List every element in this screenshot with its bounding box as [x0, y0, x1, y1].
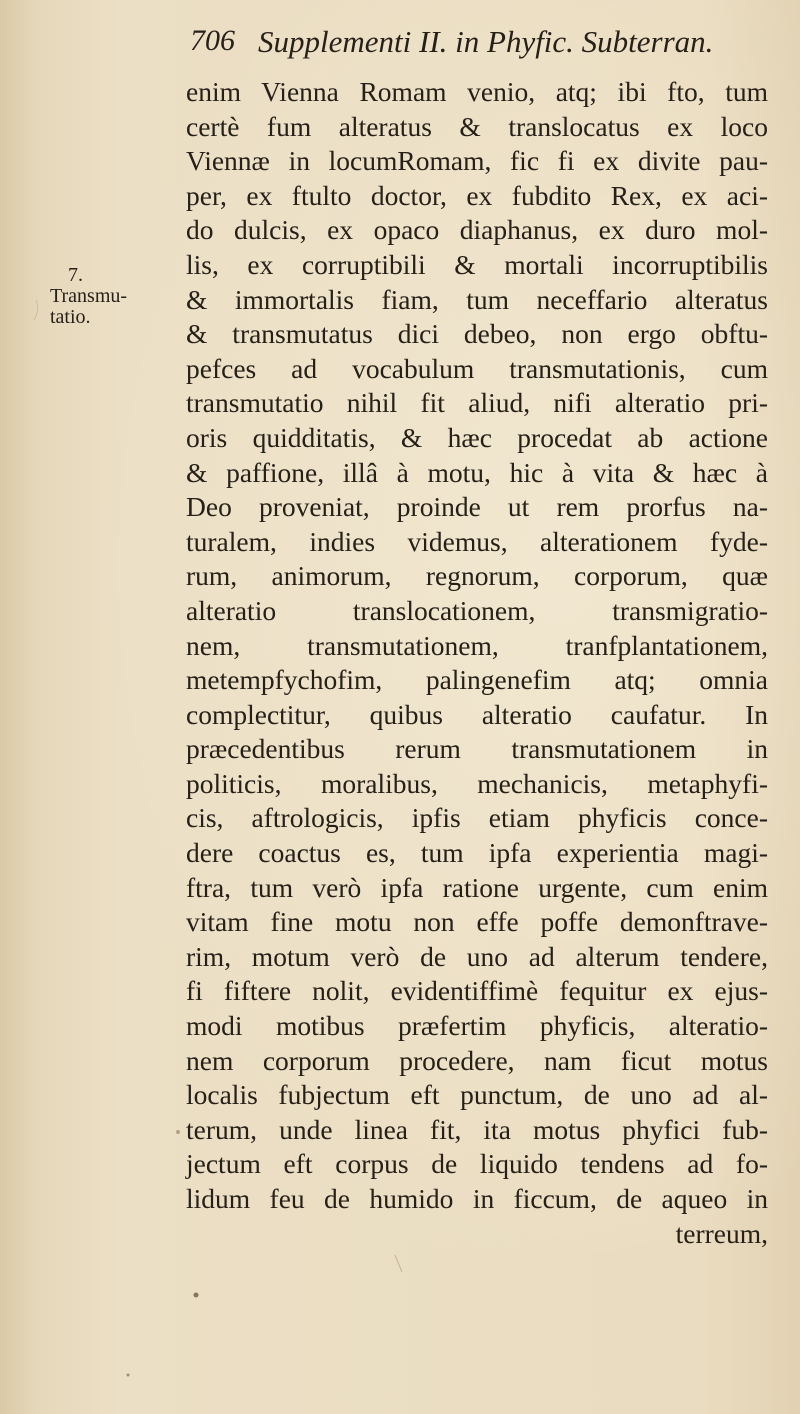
text-line: ftra, tum verò ipfa ratione urgente, cum enim [186, 871, 768, 903]
text-line: nem corporum procedere, nam ficut motus [186, 1044, 768, 1076]
text-line: terum, unde linea fit, ita motus phyfici fub- [186, 1113, 768, 1145]
text-line: lis, ex corruptibili & mortali incorruptibilis [186, 248, 768, 280]
text-line: & paffione, illâ à motu, hic à vita & hæc à [186, 456, 768, 488]
text-line: metempfychofim, palingenefim atq; omnia [186, 664, 768, 696]
text-line: Deo proveniat, proinde ut rem prorfus na- [186, 491, 768, 523]
text-line: cis, aftrologicis, ipfis etiam phyficis conce- [186, 802, 768, 834]
text-line: fi fiftere nolit, evidentiffimè fequitur ex ejus- [186, 975, 768, 1007]
text-line: rim, motum verò de uno ad alterum tendere, [186, 940, 768, 972]
marginal-note-line: Transmu- [50, 285, 128, 307]
text-line: turalem, indies videmus, alterationem fyde- [186, 525, 768, 557]
text-line: rum, animorum, regnorum, corporum, quæ [186, 560, 768, 592]
text-line: præcedentibus rerum transmutationem in [186, 733, 768, 765]
page-number: 706 [190, 24, 235, 57]
running-title: Supplementi II. in Phyfic. Subterran. [258, 24, 714, 59]
text-line: localis fubjectum eft punctum, de uno ad al- [186, 1079, 768, 1111]
marginal-note-line: tatio. [50, 306, 91, 328]
text-line: nem, transmutationem, tranfplantationem, [186, 629, 768, 661]
text-line: per, ex ftulto doctor, ex fubdito Rex, ex aci- [186, 179, 768, 211]
main-text-block [186, 75, 768, 1251]
text-line: vitam fine motu non effe poffe demonftrave- [186, 906, 768, 938]
text-line: modi motibus præfertim phyficis, alteratio- [186, 1010, 768, 1042]
marginal-note [50, 265, 170, 328]
text-line: lidum feu de humido in ficcum, de aqueo in [186, 1183, 768, 1214]
text-line: jectum eft corpus de liquido tendens ad fo- [186, 1148, 768, 1180]
text-line: do dulcis, ex opaco diaphanus, ex duro mol- [186, 214, 768, 246]
text-line: oris quidditatis, & hæc procedat ab actione [186, 421, 768, 453]
text-line: & transmutatus dici debeo, non ergo obftu- [186, 318, 768, 350]
text-line: transmutatio nihil fit aliud, nifi alteratio pri- [186, 387, 768, 419]
text-line: pefces ad vocabulum transmutationis, cum [186, 352, 768, 384]
text-line: complectitur, quibus alteratio caufatur. In [186, 698, 768, 730]
text-line: Viennæ in locumRomam, fic fi ex divite pau- [186, 145, 768, 177]
text-line: alteratio translocationem, transmigratio- [186, 594, 768, 626]
text-line: certè fum alteratus & translocatus ex loco [186, 110, 768, 142]
text-line: enim Vienna Romam venio, atq; ibi fto, tum [186, 76, 768, 107]
text-line: politicis, moralibus, mechanicis, metaphyfi- [186, 767, 768, 799]
running-head [190, 18, 750, 68]
marginal-note-number: 7. [68, 264, 83, 286]
text-line: & immortalis fiam, tum neceffario alteratus [186, 283, 768, 315]
text-line: terreum, [675, 1217, 768, 1249]
text-line: dere coactus es, tum ipfa experientia magi- [186, 837, 768, 869]
